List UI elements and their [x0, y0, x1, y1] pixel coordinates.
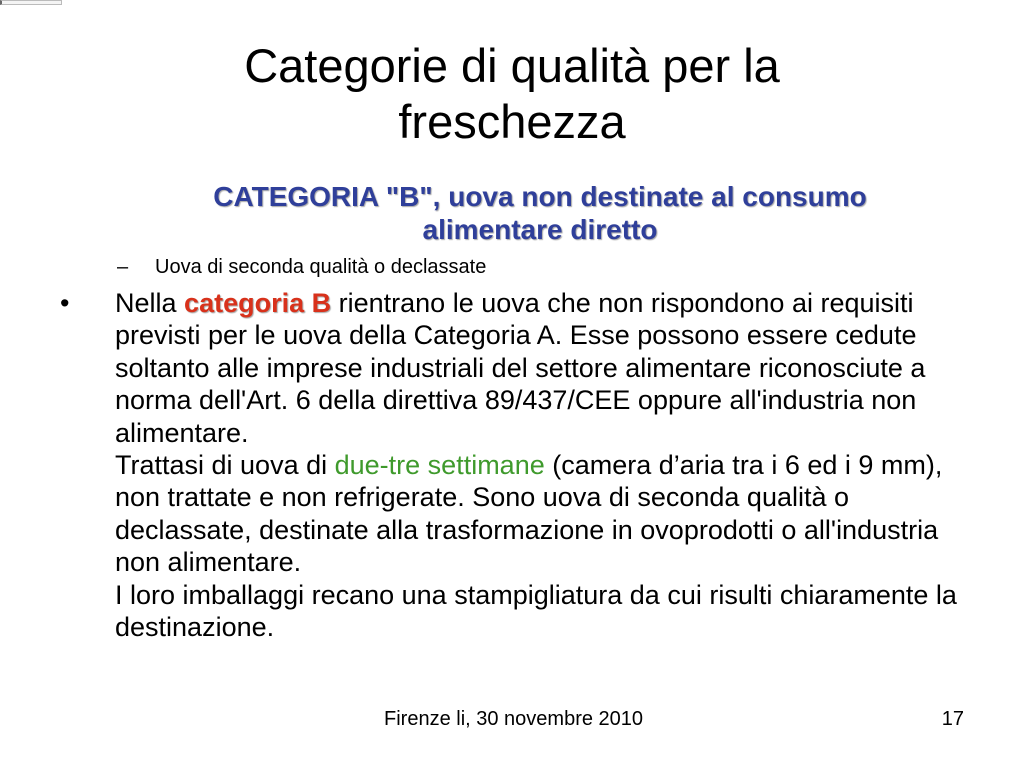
sub-item-text: Uova di seconda qualità o declassate [155, 256, 487, 278]
p2-lead: Trattasi di uova di [115, 450, 328, 481]
paragraph-2 [115, 450, 942, 577]
bullet-text [115, 287, 975, 643]
title-line-1: Categorie di qualità per la [244, 39, 780, 92]
p2-body: (camera d’aria tra i 6 ed i 9 mm), non trattate e non refrigerate. Sono uova di seconda qualità o declassate, destinate alla trasformazione in ovoprodotti o all'industria non alimentare. [115, 450, 943, 578]
p1-body: rientrano le uova che non rispondono ai requisiti previsti per le uova della Categoria A. Esse possono essere cedute soltanto alle imprese industriali del settore alimentare riconosciute a norma dell'Art. 6 della direttiva 89/437/CEE oppure all'industria non alimentare. [115, 288, 926, 448]
category-heading-line-1: CATEGORIA "B", uova non destinate al consumo [213, 181, 867, 212]
paragraph-3: I loro imballaggi recano una stampigliatura da cui risulti chiaramente la destinazione. [115, 579, 957, 643]
sub-item [117, 254, 486, 280]
p1-lead: Nella [115, 288, 177, 318]
title-line-2: freschezza [398, 95, 626, 148]
dash-marker: – [117, 256, 129, 278]
page-number: 17 [941, 708, 964, 730]
slide-title [0, 38, 1024, 150]
corner-thumbnail-mark [0, 0, 62, 5]
bullet-marker: • [60, 288, 70, 318]
freshness-highlight: due-tre settimane [334, 450, 545, 481]
slide-footer: Firenze li, 30 novembre 2010 [384, 708, 644, 730]
category-heading-line-2: alimentare diretto [422, 214, 658, 245]
category-b-keyword: categoria B [184, 288, 332, 318]
paragraph-1 [115, 288, 925, 448]
category-heading [110, 180, 970, 246]
